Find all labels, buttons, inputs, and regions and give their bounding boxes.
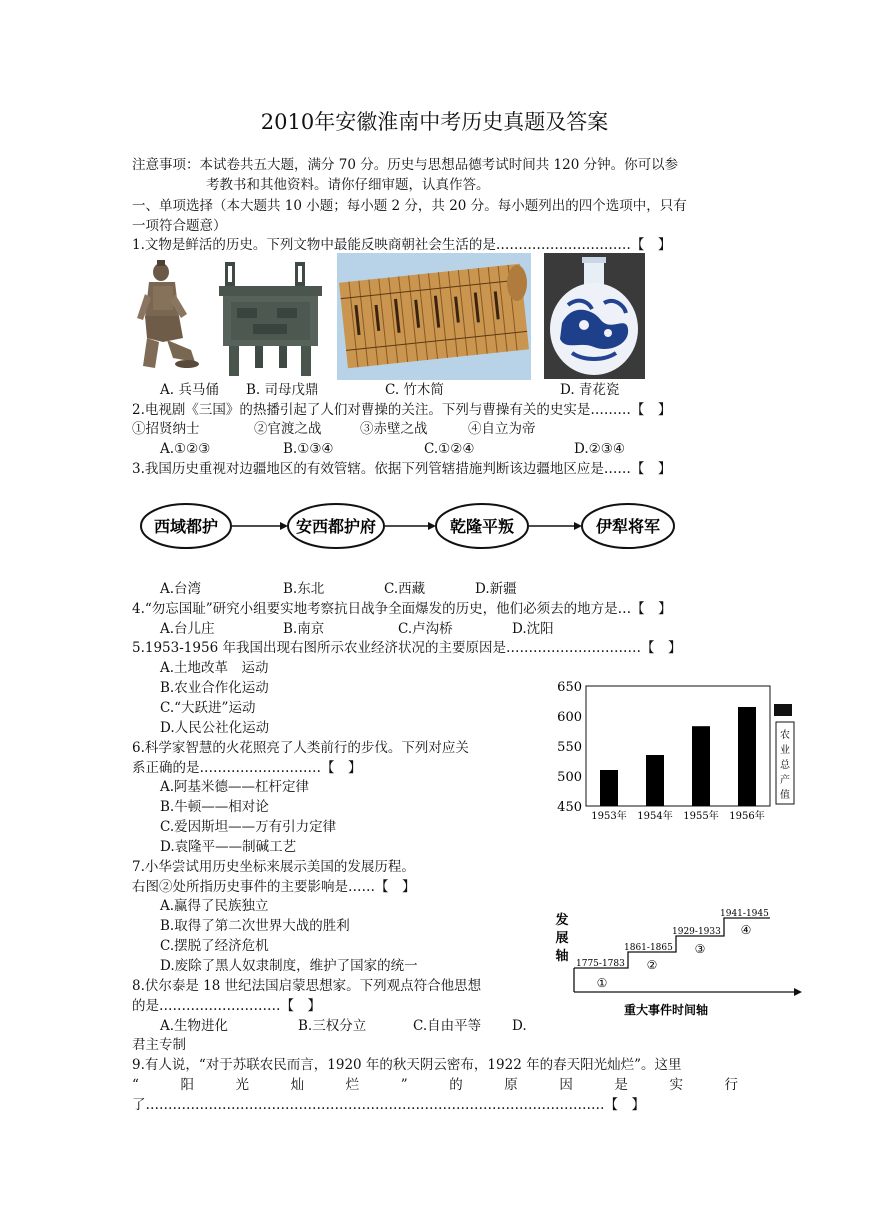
q1-option-d: D. 青花瓷: [560, 382, 620, 398]
marker-2: ②: [646, 958, 658, 972]
bar: [646, 755, 664, 806]
q9-line-2: [132, 1075, 738, 1095]
q8-option-b: B.三权分立: [298, 1018, 367, 1034]
q8-option-c: C.自由平等: [413, 1018, 482, 1034]
timeline-x-label: 重大事件时间轴: [623, 1003, 709, 1017]
q5-stem: 5.1953-1956 年我国出现右图所示农业经济状况的主要原因是…………………………【 】: [132, 640, 682, 656]
marker-4: ④: [740, 923, 752, 937]
notice-line-1: 注意事项：本试卷共五大题，满分 70 分。历史与思想品德考试时间共 120 分钟。你可以参: [132, 157, 679, 173]
q8-option-a: A.生物进化: [160, 1018, 229, 1034]
flow-label-4: 伊犁将军: [595, 517, 661, 536]
arrow-right-icon: [574, 522, 582, 530]
q3-flow-diagram: [138, 500, 698, 556]
flow-label-2: 安西都护府: [295, 517, 377, 536]
q2-option-b: B.①③④: [283, 441, 334, 457]
q2-option-a: A.①②③: [160, 441, 211, 457]
q4-option-d: D.沈阳: [512, 621, 554, 637]
notice-line-2: 考教书和其他资料。请你仔细审题，认真作答。: [206, 177, 490, 193]
q9-char: 灿: [290, 1077, 305, 1093]
q7-option-a: A.赢得了民族独立: [160, 898, 269, 914]
legend-label-char: 业: [780, 745, 790, 756]
q6-option-a: A.阿基米德——杠杆定律: [160, 779, 310, 795]
period-4: 1941-1945: [720, 909, 769, 919]
marker-3: ③: [694, 942, 706, 956]
q3-option-b: B.东北: [283, 581, 325, 597]
period-1: 1775-1783: [576, 959, 625, 969]
q9-char: 的: [449, 1077, 463, 1093]
period-3: 1929-1933: [672, 927, 721, 937]
q5-option-b: B.农业合作化运动: [160, 680, 269, 696]
q6-option-c: C.爱因斯坦——万有引力定律: [160, 819, 337, 835]
q2-item-3: ③赤壁之战: [360, 421, 428, 437]
q9-char: 光: [235, 1077, 250, 1093]
q2-stem: 2.电视剧《三国》的热播引起了人们对曹操的关注。下列与曹操有关的史实是………【 】: [132, 402, 672, 418]
y-tick-label: 600: [557, 710, 582, 725]
q9-char: 实: [669, 1077, 683, 1093]
q7-option-d: D.废除了黑人奴隶制度，维护了国家的统一: [160, 958, 418, 974]
y-tick-label: 650: [557, 680, 582, 695]
q9-char: 烂: [345, 1077, 360, 1093]
q8-option-d-wrap: 君主专制: [132, 1037, 186, 1053]
legend-label-char: 产: [780, 775, 790, 786]
q9-char: 行: [724, 1077, 738, 1093]
q9-line-1: 9.有人说，“对于苏联农民而言，1920 年的秋天阴云密布，1922 年的春天阳光灿烂”。这里: [132, 1057, 682, 1073]
q7-option-b: B.取得了第二次世界大战的胜利: [160, 918, 350, 934]
x-tick-label: 1953年: [591, 811, 627, 822]
q7-stem-1: 7.小华尝试用历史坐标来展示美国的发展历程。: [132, 859, 415, 875]
agri-output-bar-chart: [548, 680, 803, 825]
q3-option-a: A.台湾: [160, 581, 202, 597]
q6-stem-2: 系正确的是………………………【 】: [132, 760, 362, 776]
simu-wu-ding-image: [217, 258, 324, 380]
q3-option-d: D.新疆: [475, 581, 517, 597]
q1-option-b: B. 司母戊鼎: [246, 382, 319, 398]
q4-option-b: B.南京: [283, 621, 325, 637]
q1-option-c: C. 竹木简: [385, 382, 444, 398]
q9-char: ”: [400, 1077, 408, 1093]
q8-option-d: D.: [512, 1018, 527, 1034]
y-tick-label: 500: [557, 770, 582, 785]
q9-char: 是: [614, 1077, 628, 1093]
q8-stem-1: 8.伏尔泰是 18 世纪法国启蒙思想家。下列观点符合他思想: [132, 978, 482, 994]
x-tick-label: 1956年: [729, 811, 765, 822]
q2-item-2: ②官渡之战: [254, 421, 322, 437]
y-label-char-1: 发: [555, 913, 569, 928]
terracotta-warrior-image: [133, 258, 205, 372]
marker-1: ①: [596, 976, 608, 990]
x-tick-label: 1954年: [637, 811, 673, 822]
y-label-char-2: 展: [555, 931, 569, 946]
q9-char: “: [132, 1077, 139, 1093]
q3-stem: 3.我国历史重视对边疆地区的有效管辖。依据下列管辖措施判断该边疆地区应是……【 】: [132, 461, 672, 477]
blue-white-porcelain-image: [544, 253, 645, 379]
q5-option-d: D.人民公社化运动: [160, 720, 270, 736]
y-tick-label: 550: [557, 740, 582, 755]
q9-line-3: 了…………………………………………………………………………………………【 】: [132, 1097, 645, 1113]
legend-label-char: 值: [780, 790, 790, 801]
q9-char: 原: [504, 1077, 518, 1093]
flow-label-1: 西域都护: [153, 517, 219, 536]
bar: [738, 707, 756, 806]
arrow-right-icon: [428, 522, 436, 530]
q2-option-c: C.①②④: [424, 441, 475, 457]
section-heading-2: 一项符合题意）: [132, 218, 227, 234]
legend-label-char: 农: [780, 730, 790, 741]
arrow-right-icon: [794, 988, 802, 996]
q7-option-c: C.摆脱了经济危机: [160, 938, 269, 954]
us-history-timeline: [548, 896, 810, 1021]
q2-option-d: D.②③④: [574, 441, 625, 457]
q1-option-a: A. 兵马俑: [160, 382, 219, 398]
flow-label-3: 乾隆平叛: [449, 517, 515, 536]
q9-char: 阳: [180, 1077, 194, 1093]
bamboo-slips-image: [337, 253, 531, 380]
q6-stem-1: 6.科学家智慧的火花照亮了人类前行的步伐。下列对应关: [132, 740, 469, 756]
q6-option-d: D.袁隆平——制碱工艺: [160, 839, 297, 855]
q4-option-a: A.台儿庄: [160, 621, 215, 637]
q7-stem-2: 右图②处所指历史事件的主要影响是……【 】: [132, 879, 416, 895]
legend-swatch: [774, 704, 792, 716]
q5-option-c: C.“大跃进”运动: [160, 700, 256, 716]
x-tick-label: 1955年: [683, 811, 719, 822]
bar: [692, 726, 710, 806]
q2-item-4: ④自立为帝: [468, 421, 536, 437]
q4-stem: 4.“勿忘国耻”研究小组要实地考察抗日战争全面爆发的历史，他们必须去的地方是…【 】: [132, 601, 672, 617]
y-tick-label: 450: [557, 800, 582, 815]
section-heading-1: 一、单项选择（本大题共 10 小题；每小题 2 分，共 20 分。每小题列出的四个选项中，只有: [132, 198, 687, 214]
q8-stem-2: 的是………………………【 】: [132, 998, 321, 1014]
y-label-char-3: 轴: [555, 949, 569, 964]
q9-char: 因: [559, 1077, 573, 1093]
period-2: 1861-1865: [624, 943, 673, 953]
q2-item-1: ①招贤纳士: [132, 421, 200, 437]
q6-option-b: B.牛顿——相对论: [160, 799, 269, 815]
legend-label-char: 总: [780, 760, 790, 771]
q3-option-c: C.西藏: [384, 581, 426, 597]
arrow-right-icon: [280, 522, 288, 530]
q1-stem: 1.文物是鲜活的历史。下列文物中最能反映商朝社会生活的是…………………………【 】: [132, 237, 672, 253]
page-title: 2010年安徽淮南中考历史真题及答案: [260, 110, 609, 134]
bar: [600, 770, 618, 806]
q5-option-a: A.土地改革 运动: [160, 660, 269, 676]
q4-option-c: C.卢沟桥: [398, 621, 453, 637]
